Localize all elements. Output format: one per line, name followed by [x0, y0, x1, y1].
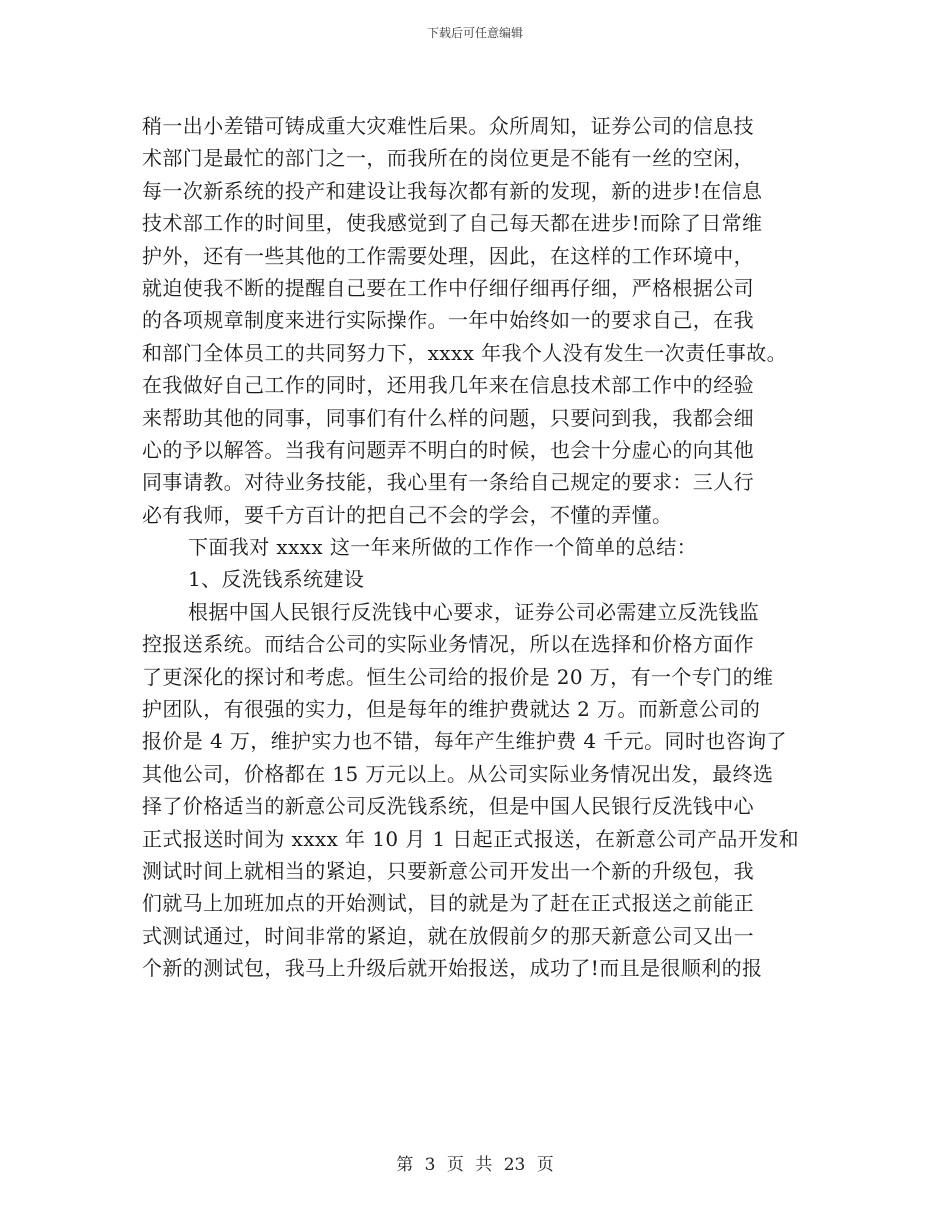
text-line: 1、反洗钱系统建设 — [188, 567, 365, 592]
text-line: 其他公司，价格都在 15 万元以上。从公司实际业务情况出发，最终选 — [142, 761, 774, 786]
page-header: 下载后可任意编辑 — [426, 26, 523, 40]
text-line: 正式报送时间为 xxxx 年 10 月 1 日起正式报送，在新意公司产品开发和 — [142, 826, 800, 851]
text-line: 技术部工作的时间里，使我感觉到了自己每天都在进步!而除了日常维 — [142, 211, 763, 236]
text-line: 控报送系统。而结合公司的实际业务情况，所以在选择和价格方面作 — [142, 632, 754, 657]
text-line: 护团队，有很强的实力，但是每年的维护费就达 2 万。而新意公司的 — [142, 697, 761, 722]
text-line: 的各项规章制度来进行实际操作。一年中始终如一的要求自己，在我 — [142, 308, 754, 333]
text-line: 护外，还有一些其他的工作需要处理，因此，在这样的工作环境中， — [142, 243, 754, 268]
text-line: 必有我师，要千方百计的把自己不会的学会，不懂的弄懂。 — [142, 502, 673, 527]
text-line: 每一次新系统的投产和建设让我每次都有新的发现，新的进步!在信息 — [142, 178, 763, 203]
text-line: 心的予以解答。当我有问题弄不明白的时候，也会十分虚心的向其他 — [142, 437, 754, 462]
text-line: 根据中国人民银行反洗钱中心要求，证券公司必需建立反洗钱监 — [188, 599, 760, 624]
text-line: 和部门全体员工的共同努力下，xxxx 年我个人没有发生一次责任事故。 — [142, 340, 788, 365]
text-line: 式测试通过，时间非常的紧迫，就在放假前夕的那天新意公司又出一 — [142, 923, 754, 948]
text-line: 下面我对 xxxx 这一年来所做的工作作一个简单的总结： — [188, 535, 698, 560]
text-line: 了更深化的探讨和考虑。恒生公司给的报价是 20 万，有一个专门的维 — [142, 664, 774, 689]
page-footer: 第 3 页 共 23 页 — [396, 1155, 554, 1175]
text-line: 择了价格适当的新意公司反洗钱系统，但是中国人民银行反洗钱中心 — [142, 794, 754, 819]
text-line: 稍一出小差错可铸成重大灾难性后果。众所周知，证券公司的信息技 — [142, 114, 754, 138]
text-line: 们就马上加班加点的开始测试，目的就是为了赶在正式报送之前能正 — [142, 891, 754, 916]
text-line: 就迫使我不断的提醒自己要在工作中仔细仔细再仔细，严格根据公司 — [142, 275, 754, 300]
text-line: 个新的测试包，我马上升级后就开始报送，成功了!而且是很顺利的报 — [142, 956, 763, 981]
text-line: 同事请教。对待业务技能，我心里有一条给自己规定的要求：三人行 — [142, 470, 754, 495]
document-body — [142, 110, 822, 985]
text-line: 测试时间上就相当的紧迫，只要新意公司开发出一个新的升级包，我 — [142, 858, 754, 883]
text-line: 来帮助其他的同事，同事们有什么样的问题，只要问到我，我都会细 — [142, 405, 754, 430]
text-line: 在我做好自己工作的同时，还用我几年来在信息技术部工作中的经验 — [142, 373, 754, 398]
text-line: 报价是 4 万，维护实力也不错，每年产生维护费 4 千元。同时也咨询了 — [142, 729, 787, 754]
text-line: 术部门是最忙的部门之一，而我所在的岗位更是不能有一丝的空闲， — [142, 146, 754, 171]
